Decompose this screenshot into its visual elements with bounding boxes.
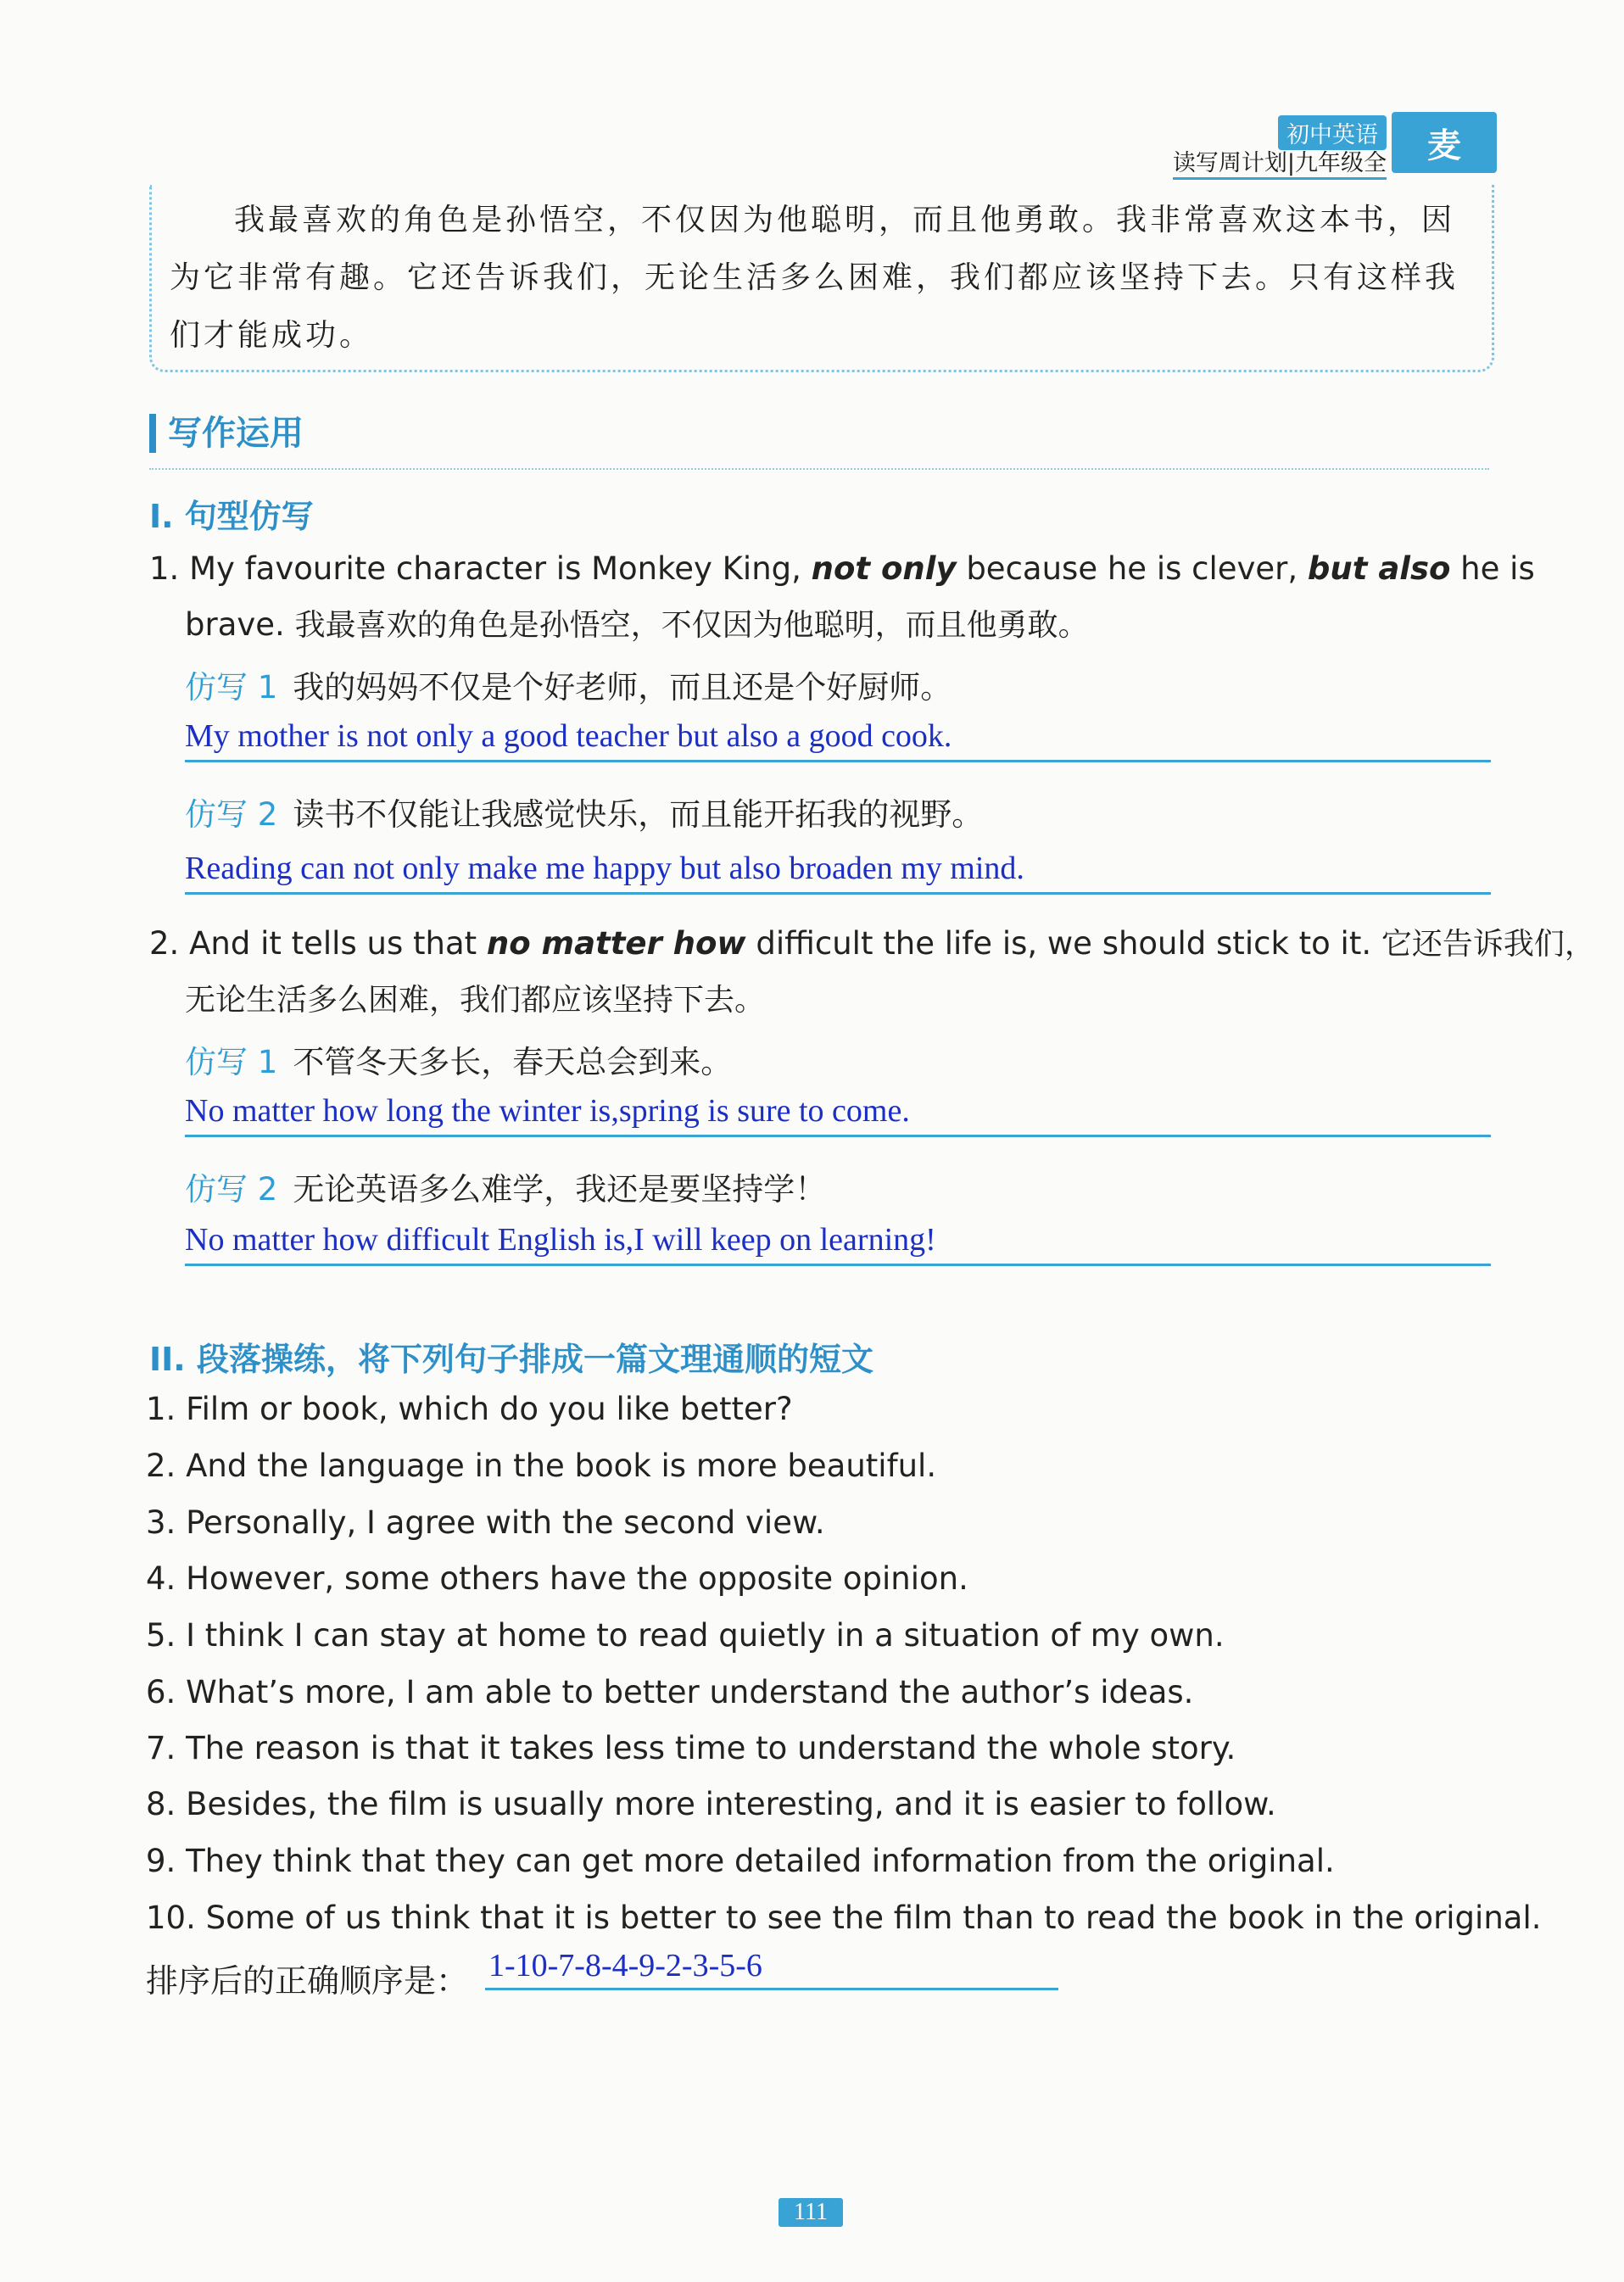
item2-text-post: difficult the life is, we should stick to it. (745, 925, 1381, 962)
imitation-prompt: 无论英语多么难学，我还是要坚持学！ (293, 1171, 827, 1208)
item1-emphasis-2: but also (1307, 550, 1451, 587)
item2-emphasis: no matter how (486, 925, 746, 962)
item1-imitation2-answer[interactable]: Reading can not only make me happy but also broaden my mind. (185, 850, 1491, 895)
item1-line2-cn: 我最喜欢的角色是孙悟空，不仅因为他聪明，而且他勇敢。 (294, 608, 1089, 643)
item1-line2-en: brave. (185, 606, 295, 643)
item1-sentence-line1 (149, 548, 1535, 590)
item1-imitation2 (185, 789, 983, 834)
imitation-label: 仿写 1 (185, 1044, 278, 1080)
list-item: 10. Some of us think that it is better to see the film than to read the book in the original. (146, 1900, 1542, 1936)
list-item: 1. Film or book, which do you like better? (146, 1391, 793, 1427)
item2-imitation2 (185, 1163, 826, 1209)
imitation-label: 仿写 2 (185, 796, 278, 833)
page-number: 111 (779, 2198, 843, 2227)
list-item: 2. And the language in the book is more beautiful. (146, 1448, 937, 1484)
list-item: 7. The reason is that it takes less time to understand the whole story. (146, 1730, 1236, 1766)
imitation-prompt: 我的妈妈不仅是个好老师，而且还是个好厨师。 (293, 669, 952, 706)
item2-sentence-line2 (185, 979, 765, 1022)
item2-sentence-line1 (149, 923, 1595, 966)
order-answer-field[interactable]: 1-10-7-8-4-9-2-3-5-6 (485, 1947, 1058, 1990)
item2-imitation1-answer[interactable]: No matter how long the winter is,spring is sure to come. (185, 1092, 1491, 1137)
item1-emphasis-1: not only (811, 550, 957, 587)
list-item: 4. However, some others have the opposite opinion. (146, 1560, 968, 1597)
list-item: 5. I think I can stay at home to read quietly in a situation of my own. (146, 1617, 1225, 1654)
item2-imitation2-answer[interactable]: No matter how difficult English is,I will keep on learning! (185, 1221, 1491, 1266)
item2-number: 2. (149, 925, 180, 962)
header-badge (1141, 112, 1497, 176)
imitation-prompt: 读书不仅能让我感觉快乐，而且能开拓我的视野。 (293, 796, 984, 833)
part2-title: II. 段落操练，将下列句子排成一篇文理通顺的短文 (149, 1341, 873, 1378)
section-divider (149, 468, 1489, 470)
item1-text-post: he is (1450, 550, 1535, 587)
item1-imitation1-answer[interactable]: My mother is not only a good teacher but also a good cook. (185, 717, 1491, 762)
part1-title: I. 句型仿写 (149, 498, 314, 535)
header-subject-label: 初中英语 (1278, 115, 1387, 150)
list-item: 3. Personally, I agree with the second view. (146, 1504, 825, 1541)
imitation-label: 仿写 2 (185, 1171, 278, 1208)
intro-paragraph: 我最喜欢的角色是孙悟空，不仅因为他聪明，而且他勇敢。我非常喜欢这本书，因为它非常有趣。它还告诉我们，无论生活多么困难，我们都应该坚持下去。只有这样我们才能成功。 (170, 203, 1459, 353)
list-item: 9. They think that they can get more detailed information from the original. (146, 1843, 1335, 1879)
item2-line2-cn: 无论生活多么困难，我们都应该坚持下去。 (185, 983, 766, 1018)
imitation-prompt: 不管冬天多长，春天总会到来。 (293, 1044, 733, 1080)
brand-logo: 麦 (1392, 112, 1497, 173)
item2-text-pre: And it tells us that (179, 925, 487, 962)
item1-text-mid: because he is clever, (956, 550, 1308, 587)
item1-number: 1. (149, 550, 180, 587)
item2-text-post-cn: 它还告诉我们， (1381, 927, 1595, 962)
item1-imitation1 (185, 661, 952, 707)
list-item: 8. Besides, the film is usually more interesting, and it is easier to follow. (146, 1786, 1276, 1822)
imitation-label: 仿写 1 (185, 669, 278, 706)
item1-text-pre: My favourite character is Monkey King, (179, 550, 812, 587)
list-item: 6. What’s more, I am able to better understand the author’s ideas. (146, 1674, 1194, 1710)
item1-sentence-line2 (185, 604, 1089, 647)
header-book-label: 读写周计划|九年级全 (1173, 144, 1387, 180)
section-title: 写作运用 (149, 414, 304, 453)
item2-imitation1 (185, 1036, 732, 1082)
order-label: 排序后的正确顺序是： (146, 1962, 469, 2000)
